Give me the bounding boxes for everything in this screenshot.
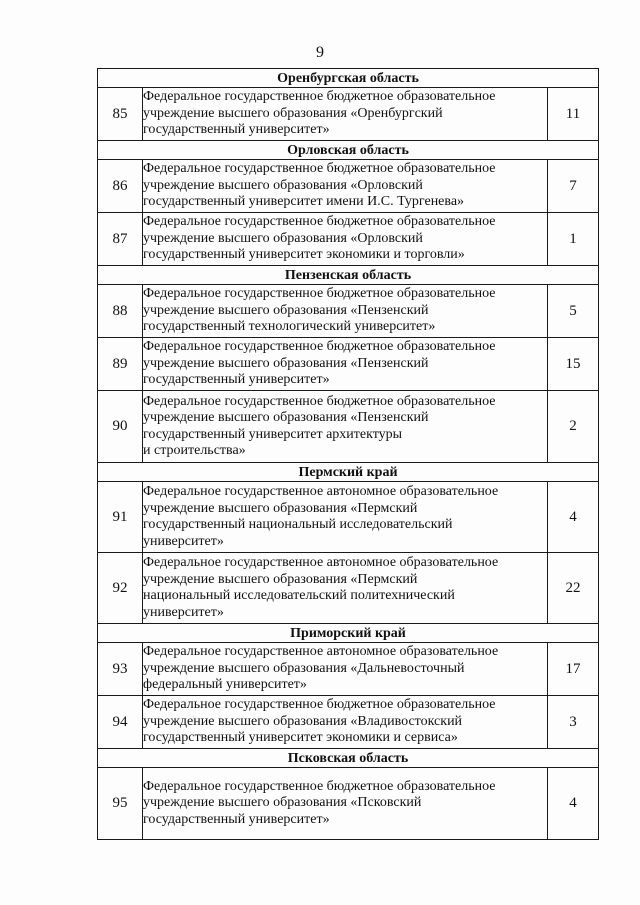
row-number: 94 [98, 696, 143, 749]
row-number: 86 [98, 160, 143, 213]
institution-name-line: государственный университет архитектуры [143, 426, 403, 442]
institution-name-line: учреждение высшего образования «Пензенский [143, 302, 429, 318]
institution-name-line: государственный университет» [143, 811, 330, 827]
quantity: 1 [548, 213, 599, 266]
quantity: 2 [548, 391, 599, 463]
institution-name [143, 88, 548, 141]
institution-name-line: учреждение высшего образования «Орловский [143, 177, 423, 193]
institution-name-line: и строительства» [143, 443, 246, 458]
institutions-table [97, 68, 599, 840]
institution-name-line: государственный университет имени И.С. Тургенева» [143, 194, 465, 210]
table-row [98, 482, 599, 553]
institution-name [143, 768, 548, 840]
row-number: 93 [98, 643, 143, 696]
quantity: 3 [548, 696, 599, 749]
institution-name [143, 643, 548, 696]
institution-name [143, 213, 548, 266]
institution-name-line: государственный университет экономики и торговли» [143, 247, 465, 263]
institution-name-line: Федеральное государственное автономное образовательное [143, 644, 499, 660]
institution-name [143, 391, 548, 463]
region-name: Оренбургская область [98, 69, 599, 88]
table-row [98, 213, 599, 266]
row-number: 85 [98, 88, 143, 141]
quantity: 22 [548, 553, 599, 624]
table-row [98, 391, 599, 463]
row-number: 89 [98, 338, 143, 391]
institution-name-line: Федеральное государственное бюджетное образовательное [143, 161, 496, 177]
row-number: 91 [98, 482, 143, 553]
quantity: 17 [548, 643, 599, 696]
region-header-row [98, 624, 599, 643]
table-row [98, 643, 599, 696]
institution-name-line: учреждение высшего образования «Дальневосточный [143, 660, 465, 676]
quantity: 11 [548, 88, 599, 141]
row-number: 88 [98, 285, 143, 338]
institution-name-line: государственный национальный исследовательский [143, 517, 453, 532]
table-body [98, 69, 599, 840]
region-name: Пермский край [98, 463, 599, 482]
institution-name-line: учреждение высшего образования «Пермский [143, 500, 418, 516]
institution-name [143, 338, 548, 391]
institution-name-line: национальный исследовательский политехнический [143, 588, 455, 603]
region-name: Пензенская область [98, 266, 599, 285]
institution-name-line: учреждение высшего образования «Псковский [143, 795, 422, 811]
institution-name-line: учреждение высшего образования «Владивостокский [143, 713, 463, 729]
region-name: Орловская область [98, 141, 599, 160]
institution-name [143, 482, 548, 553]
institution-name-line: Федеральное государственное бюджетное образовательное [143, 393, 496, 409]
institution-name [143, 553, 548, 624]
institution-name-line: Федеральное государственное автономное образовательное [143, 555, 499, 570]
institution-name [143, 285, 548, 338]
row-number: 95 [98, 768, 143, 840]
row-number: 92 [98, 553, 143, 624]
institution-name-line: Федеральное государственное бюджетное образовательное [143, 214, 496, 230]
institution-name-line: учреждение высшего образования «Пензенский [143, 355, 429, 371]
row-number: 87 [98, 213, 143, 266]
institution-name-line: государственный университет экономики и сервиса» [143, 730, 458, 746]
region-header-row [98, 463, 599, 482]
institution-name-line: учреждение высшего образования «Пензенский [143, 410, 429, 425]
page-number: 9 [316, 44, 324, 61]
region-name: Приморский край [98, 624, 599, 643]
institution-name-line: государственный университет» [143, 122, 330, 138]
institution-name-line: Федеральное государственное бюджетное образовательное [143, 778, 496, 794]
institution-name-line: Федеральное государственное бюджетное образовательное [143, 697, 496, 713]
region-header-row [98, 266, 599, 285]
quantity: 15 [548, 338, 599, 391]
table-row [98, 338, 599, 391]
table-row [98, 160, 599, 213]
institution-name-line: Федеральное государственное автономное образовательное [143, 484, 499, 499]
quantity: 5 [548, 285, 599, 338]
institution-name-line: учреждение высшего образования «Орловский [143, 230, 423, 246]
institution-name-line: Федеральное государственное бюджетное образовательное [143, 339, 496, 355]
quantity: 4 [548, 768, 599, 840]
table-row [98, 88, 599, 141]
region-header-row [98, 749, 599, 768]
quantity: 4 [548, 482, 599, 553]
institution-name-line: федеральный университет» [143, 677, 307, 693]
table-row [98, 696, 599, 749]
institution-name-line: Федеральное государственное бюджетное образовательное [143, 89, 496, 105]
institution-name-line: учреждение высшего образования «Оренбургский [143, 105, 443, 121]
row-number: 90 [98, 391, 143, 463]
institution-name-line: государственный технологический университет» [143, 319, 436, 335]
region-name: Псковская область [98, 749, 599, 768]
institution-name-line: университет» [143, 533, 224, 549]
institution-name-line: университет» [143, 604, 224, 620]
table-row [98, 553, 599, 624]
institution-name-line: учреждение высшего образования «Пермский [143, 571, 418, 587]
table-row [98, 768, 599, 840]
institution-name-line: государственный университет» [143, 372, 330, 388]
institution-name [143, 696, 548, 749]
institution-name [143, 160, 548, 213]
quantity: 7 [548, 160, 599, 213]
table-row [98, 285, 599, 338]
region-header-row [98, 69, 599, 88]
institution-name-line: Федеральное государственное бюджетное образовательное [143, 286, 496, 302]
region-header-row [98, 141, 599, 160]
